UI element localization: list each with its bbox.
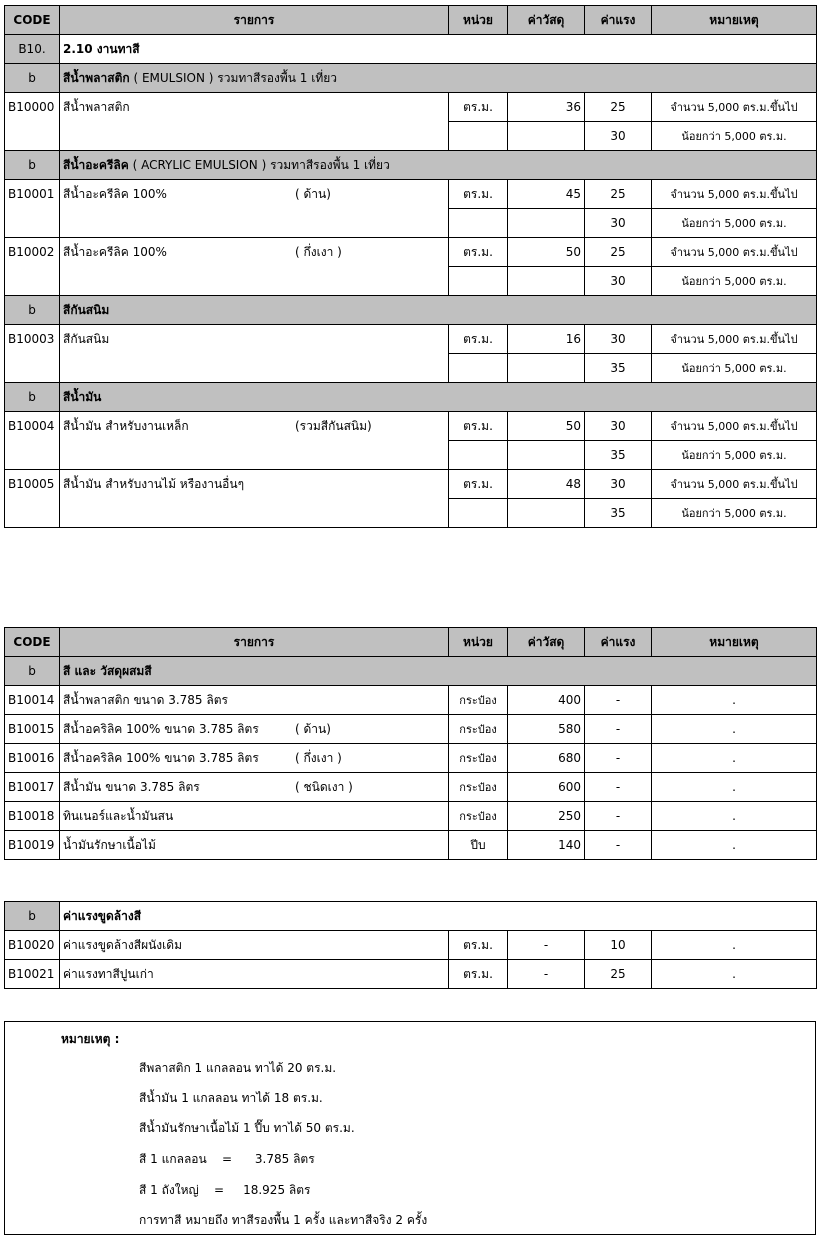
table-row xyxy=(5,499,817,528)
table-row xyxy=(5,267,817,296)
item-material: 50 xyxy=(508,412,585,441)
item-name: ค่าแรงขูดล้างสีผนังเดิม xyxy=(60,931,449,960)
group-title: สี และ วัสดุผสมสี xyxy=(60,657,817,686)
item-labor: 35 xyxy=(585,441,652,470)
group-title: สีน้ำอะครีลิค ( ACRYLIC EMULSION ) รวมทาสีรองพื้น 1 เที่ยว xyxy=(60,151,817,180)
col-labor: ค่าแรง xyxy=(585,6,652,35)
item-remark: . xyxy=(652,715,817,744)
item-unit: ตร.ม. xyxy=(449,93,508,122)
item-material: 140 xyxy=(508,831,585,860)
item-labor: - xyxy=(585,831,652,860)
item-labor: 35 xyxy=(585,354,652,383)
item-unit: ตร.ม. xyxy=(449,412,508,441)
group-code: b xyxy=(5,296,60,325)
note-line: สีน้ำมันรักษาเนื้อไม้ 1 ปี๊บ ทาได้ 50 ตร.ม. xyxy=(139,1121,355,1135)
note-line: สีพลาสติก 1 แกลลอน ทาได้ 20 ตร.ม. xyxy=(139,1061,337,1075)
group-row xyxy=(5,64,817,93)
item-name: สีน้ำมัน สำหรับงานเหล็ก (รวมสีกันสนิม) xyxy=(60,412,449,441)
item-material: - xyxy=(508,931,585,960)
table-header-row xyxy=(5,628,817,657)
paint-removal-table xyxy=(4,901,817,989)
item-code: B10017 xyxy=(5,773,60,802)
item-unit: ตร.ม. xyxy=(449,325,508,354)
paint-material-table xyxy=(4,627,817,860)
table-row xyxy=(5,802,817,831)
item-unit: กระป๋อง xyxy=(449,686,508,715)
section-code: B10. xyxy=(5,35,60,64)
table-row xyxy=(5,209,817,238)
notes-box xyxy=(4,1021,816,1235)
item-material: 580 xyxy=(508,715,585,744)
group-row xyxy=(5,383,817,412)
item-unit: ตร.ม. xyxy=(449,238,508,267)
item-name: สีน้ำมัน ขนาด 3.785 ลิตร ( ชนิดเงา ) xyxy=(60,773,449,802)
col-remark: หมายเหตุ xyxy=(652,6,817,35)
table-row xyxy=(5,412,817,441)
group-code: b xyxy=(5,383,60,412)
item-name: สีน้ำอคริลิค 100% ขนาด 3.785 ลิตร ( ด้าน) xyxy=(60,715,449,744)
col-code: CODE xyxy=(5,6,60,35)
item-material: 48 xyxy=(508,470,585,499)
item-material: 16 xyxy=(508,325,585,354)
item-material: 680 xyxy=(508,744,585,773)
col-item: รายการ xyxy=(60,6,449,35)
item-labor: 25 xyxy=(585,180,652,209)
group-row xyxy=(5,151,817,180)
item-labor: - xyxy=(585,715,652,744)
item-code: B10002 xyxy=(5,238,60,267)
paint-price-table xyxy=(4,5,817,528)
item-labor: 30 xyxy=(585,470,652,499)
item-unit: ตร.ม. xyxy=(449,470,508,499)
item-code: B10018 xyxy=(5,802,60,831)
item-remark: . xyxy=(652,686,817,715)
item-remark: น้อยกว่า 5,000 ตร.ม. xyxy=(652,267,817,296)
item-name: น้ำมันรักษาเนื้อไม้ xyxy=(60,831,449,860)
item-unit: กระป๋อง xyxy=(449,744,508,773)
table-row xyxy=(5,93,817,122)
table-row xyxy=(5,238,817,267)
table-row xyxy=(5,354,817,383)
item-material: - xyxy=(508,960,585,989)
item-remark: . xyxy=(652,744,817,773)
group-code: b xyxy=(5,902,60,931)
col-code: CODE xyxy=(5,628,60,657)
item-labor: 25 xyxy=(585,93,652,122)
item-name: สีน้ำพลาสติก xyxy=(60,93,449,122)
item-remark: น้อยกว่า 5,000 ตร.ม. xyxy=(652,354,817,383)
item-name: สีน้ำมัน สำหรับงานไม้ หรืองานอื่นๆ xyxy=(60,470,449,499)
item-labor: - xyxy=(585,686,652,715)
col-material: ค่าวัสดุ xyxy=(508,628,585,657)
item-labor: 25 xyxy=(585,960,652,989)
item-code: B10019 xyxy=(5,831,60,860)
group-code: b xyxy=(5,657,60,686)
item-remark: น้อยกว่า 5,000 ตร.ม. xyxy=(652,499,817,528)
item-remark: . xyxy=(652,831,817,860)
item-material: 45 xyxy=(508,180,585,209)
group-row xyxy=(5,657,817,686)
table-row xyxy=(5,715,817,744)
col-material: ค่าวัสดุ xyxy=(508,6,585,35)
item-remark: . xyxy=(652,802,817,831)
item-material: 250 xyxy=(508,802,585,831)
item-code: B10001 xyxy=(5,180,60,209)
item-unit: กระป๋อง xyxy=(449,773,508,802)
group-code: b xyxy=(5,64,60,93)
item-remark: จำนวน 5,000 ตร.ม.ขึ้นไป xyxy=(652,412,817,441)
item-labor: 30 xyxy=(585,412,652,441)
item-unit: ตร.ม. xyxy=(449,180,508,209)
group-title: สีน้ำพลาสติก ( EMULSION ) รวมทาสีรองพื้น 1 เที่ยว xyxy=(60,64,817,93)
item-remark: . xyxy=(652,960,817,989)
item-unit: กระป๋อง xyxy=(449,802,508,831)
item-code: B10004 xyxy=(5,412,60,441)
note-line: สี 1 ถังใหญ่ = 18.925 ลิตร xyxy=(139,1183,311,1197)
item-labor: - xyxy=(585,802,652,831)
item-labor: - xyxy=(585,744,652,773)
item-name: สีน้ำอะครีลิค 100% ( กึ่งเงา ) xyxy=(60,238,449,267)
item-remark: . xyxy=(652,773,817,802)
item-remark: น้อยกว่า 5,000 ตร.ม. xyxy=(652,122,817,151)
item-unit: ปีบ xyxy=(449,831,508,860)
item-name: ค่าแรงทาสีปูนเก่า xyxy=(60,960,449,989)
item-labor: - xyxy=(585,773,652,802)
table-row xyxy=(5,470,817,499)
item-material: 36 xyxy=(508,93,585,122)
table-row xyxy=(5,180,817,209)
group-code: b xyxy=(5,151,60,180)
item-code: B10014 xyxy=(5,686,60,715)
note-line: การทาสี หมายถึง ทาสีรองพื้น 1 ครั้ง และทาสีจริง 2 ครั้ง xyxy=(139,1213,428,1227)
group-title: สีน้ำมัน xyxy=(60,383,817,412)
col-unit: หน่วย xyxy=(449,628,508,657)
group-row xyxy=(5,902,817,931)
item-remark: จำนวน 5,000 ตร.ม.ขึ้นไป xyxy=(652,238,817,267)
item-remark: น้อยกว่า 5,000 ตร.ม. xyxy=(652,441,817,470)
group-title: สีกันสนิม xyxy=(60,296,817,325)
item-name: สีกันสนิม xyxy=(60,325,449,354)
item-material: 400 xyxy=(508,686,585,715)
item-code: B10021 xyxy=(5,960,60,989)
item-code: B10000 xyxy=(5,93,60,122)
section-row xyxy=(5,35,817,64)
item-labor: 30 xyxy=(585,325,652,354)
item-material: 50 xyxy=(508,238,585,267)
item-code: B10015 xyxy=(5,715,60,744)
item-code: B10003 xyxy=(5,325,60,354)
table-row xyxy=(5,831,817,860)
item-material: 600 xyxy=(508,773,585,802)
section-title: 2.10 งานทาสี xyxy=(60,35,817,64)
item-labor: 30 xyxy=(585,267,652,296)
table-row xyxy=(5,960,817,989)
item-labor: 25 xyxy=(585,238,652,267)
group-row xyxy=(5,296,817,325)
item-remark: จำนวน 5,000 ตร.ม.ขึ้นไป xyxy=(652,93,817,122)
item-unit: ตร.ม. xyxy=(449,931,508,960)
table-row xyxy=(5,686,817,715)
col-unit: หน่วย xyxy=(449,6,508,35)
item-name: สีน้ำอะครีลิค 100% ( ด้าน) xyxy=(60,180,449,209)
item-unit: กระป๋อง xyxy=(449,715,508,744)
item-name: ทินเนอร์และน้ำมันสน xyxy=(60,802,449,831)
item-remark: จำนวน 5,000 ตร.ม.ขึ้นไป xyxy=(652,325,817,354)
item-remark: . xyxy=(652,931,817,960)
item-remark: จำนวน 5,000 ตร.ม.ขึ้นไป xyxy=(652,470,817,499)
note-line: สีน้ำมัน 1 แกลลอน ทาได้ 18 ตร.ม. xyxy=(139,1091,323,1105)
item-name: สีน้ำพลาสติก ขนาด 3.785 ลิตร xyxy=(60,686,449,715)
col-item: รายการ xyxy=(60,628,449,657)
item-labor: 30 xyxy=(585,209,652,238)
note-line: สี 1 แกลลอน = 3.785 ลิตร xyxy=(139,1152,315,1166)
item-remark: จำนวน 5,000 ตร.ม.ขึ้นไป xyxy=(652,180,817,209)
item-remark: น้อยกว่า 5,000 ตร.ม. xyxy=(652,209,817,238)
table-row xyxy=(5,441,817,470)
item-code: B10016 xyxy=(5,744,60,773)
item-code: B10005 xyxy=(5,470,60,499)
table-row xyxy=(5,325,817,354)
item-code: B10020 xyxy=(5,931,60,960)
table-row xyxy=(5,773,817,802)
item-labor: 35 xyxy=(585,499,652,528)
col-labor: ค่าแรง xyxy=(585,628,652,657)
item-labor: 30 xyxy=(585,122,652,151)
col-remark: หมายเหตุ xyxy=(652,628,817,657)
table-header-row xyxy=(5,6,817,35)
table-row xyxy=(5,122,817,151)
table-row xyxy=(5,744,817,773)
notes-title: หมายเหตุ : xyxy=(61,1032,120,1046)
item-name: สีน้ำอคริลิค 100% ขนาด 3.785 ลิตร ( กึ่งเงา ) xyxy=(60,744,449,773)
group-title: ค่าแรงขูดล้างสี xyxy=(60,902,817,931)
table-row xyxy=(5,931,817,960)
item-unit: ตร.ม. xyxy=(449,960,508,989)
item-labor: 10 xyxy=(585,931,652,960)
